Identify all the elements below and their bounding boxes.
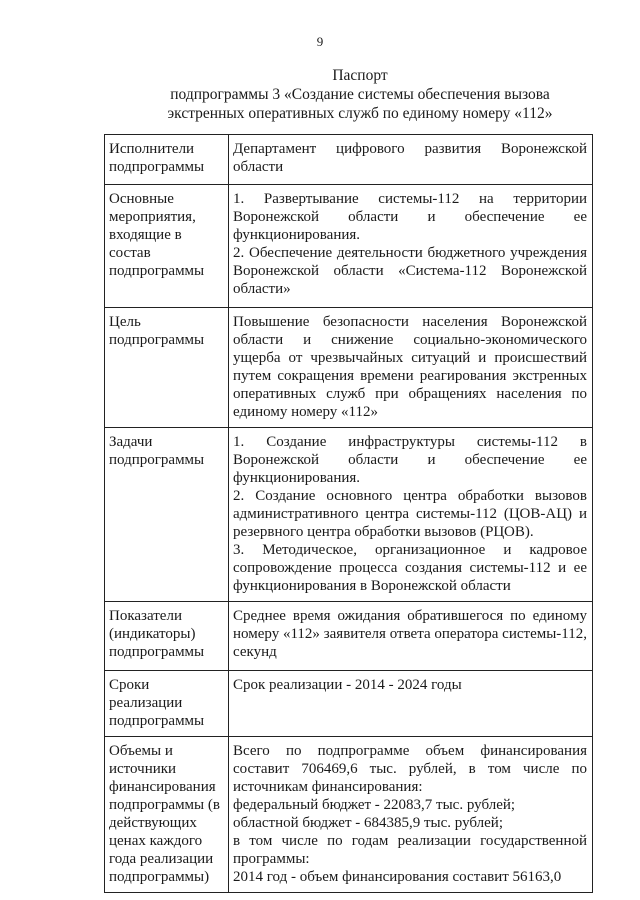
row-paragraph: 2. Обеспечение деятельности бюджетного учреждения Воронежской области «Система-112 Воронежской области» xyxy=(233,245,587,297)
row-label: Основные мероприятия, входящие в состав подпрограммы xyxy=(105,185,229,308)
row-value xyxy=(229,135,593,185)
row-value xyxy=(229,671,593,737)
row-paragraph: 1. Создание инфраструктуры системы-112 в Воронежской области и обеспечение ее функционирования. xyxy=(233,434,587,486)
row-paragraph: в том числе по годам реализации государственной программы: xyxy=(233,833,587,867)
table-row-indicators xyxy=(105,602,593,671)
row-value xyxy=(229,428,593,602)
passport-table xyxy=(104,134,593,893)
table-row-tasks xyxy=(105,428,593,602)
row-label: Цель подпрограммы xyxy=(105,308,229,428)
row-value xyxy=(229,308,593,428)
row-paragraph: областной бюджет - 684385,9 тыс. рублей; xyxy=(233,815,503,831)
passport-subtitle-line-1: подпрограммы 3 «Создание системы обеспечения вызова xyxy=(170,86,550,103)
passport-title-block xyxy=(120,66,600,123)
row-value xyxy=(229,185,593,308)
table-row-executors xyxy=(105,135,593,185)
passport-title: Паспорт xyxy=(332,67,388,84)
page-number: 9 xyxy=(316,34,324,49)
row-paragraph: Департамент цифрового развития Воронежской области xyxy=(233,141,587,175)
row-paragraph: Всего по подпрограмме объем финансирования составит 706469,6 тыс. рублей, в том числе по источникам финансирования: xyxy=(233,743,587,795)
passport-subtitle-line-2: экстренных оперативных служб по единому номеру «112» xyxy=(167,105,553,122)
row-label: Исполнители подпрограммы xyxy=(105,135,229,185)
row-paragraph: 2014 год - объем финансирования составит 56163,0 xyxy=(233,869,562,885)
row-paragraph: 2. Создание основного центра обработки вызовов административного центра системы-112 (ЦОВ-АЦ) и резервного центра обработки вызовов (РЦОВ). xyxy=(233,488,587,540)
table-row-main-activities xyxy=(105,185,593,308)
row-paragraph: 3. Методическое, организационное и кадровое сопровождение процесса создания системы-112 и ее функционирования в Воронежской области xyxy=(233,542,587,594)
row-paragraph: Среднее время ожидания обратившегося по единому номеру «112» заявителя ответа оператора системы-112, секунд xyxy=(233,608,587,660)
table-row-goal xyxy=(105,308,593,428)
row-paragraph: Повышение безопасности населения Воронежской области и снижение социально-экономического ущерба от чрезвычайных ситуаций и происшествий путем сокращения времени реагирования экстренных оперативных служб при обращениях населения по единому номеру «112» xyxy=(233,314,587,420)
row-value xyxy=(229,602,593,671)
table-row-timeline xyxy=(105,671,593,737)
row-label: Показатели (индикаторы) подпрограммы xyxy=(105,602,229,671)
row-label: Объемы и источники финансирования подпрограммы (в действующих ценах каждого года реализации подпрограммы) xyxy=(105,737,229,893)
row-value xyxy=(229,737,593,893)
row-paragraph: 1. Развертывание системы-112 на территории Воронежской области и обеспечение ее функционирования. xyxy=(233,191,587,243)
row-paragraph: Срок реализации - 2014 - 2024 годы xyxy=(233,677,462,693)
row-label: Задачи подпрограммы xyxy=(105,428,229,602)
row-paragraph: федеральный бюджет - 22083,7 тыс. рублей; xyxy=(233,797,516,813)
table-row-funding xyxy=(105,737,593,893)
row-label: Сроки реализации подпрограммы xyxy=(105,671,229,737)
